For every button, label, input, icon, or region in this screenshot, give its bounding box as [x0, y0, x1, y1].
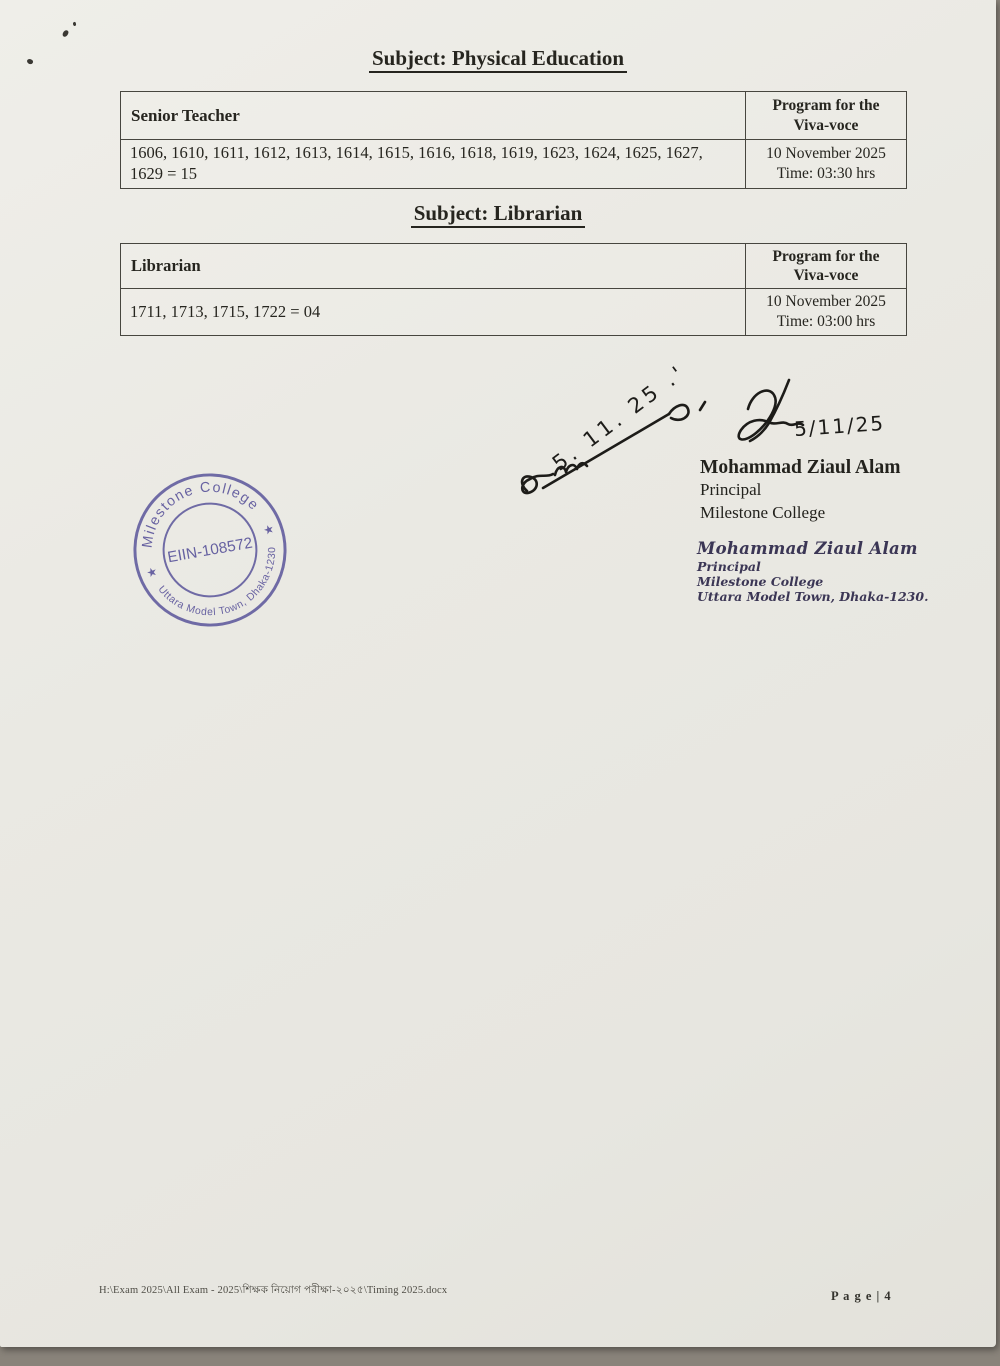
librarian-table	[120, 243, 907, 336]
stamp-arc-top-text: Milestone College	[139, 479, 263, 549]
viva-date: 10 November 2025	[766, 144, 886, 162]
footer-file-path: H:\Exam 2025\All Exam - 2025\শিক্ষক নিয়োগ পরীক্ষা-২০২৫\Timing 2025.docx	[99, 1285, 448, 1296]
viva-date: 10 November 2025	[766, 292, 886, 310]
signatory-script-block	[697, 538, 928, 604]
script-address: Uttara Model Town, Dhaka-1230.	[697, 589, 929, 604]
role-header-cell: Senior Teacher	[121, 92, 746, 140]
script-title: Principal	[697, 559, 761, 574]
handwritten-signature-left	[517, 359, 712, 523]
college-seal-stamp	[131, 471, 289, 629]
signatory-name: Mohammad Ziaul Alam	[700, 457, 901, 478]
signatory-organization: Milestone College	[700, 502, 826, 522]
roll-numbers-cell: 1711, 1713, 1715, 1722 = 04	[121, 289, 746, 336]
footer-page-number: P a g e | 4	[831, 1289, 892, 1303]
table-data-row	[121, 140, 907, 189]
program-schedule-cell	[746, 140, 907, 189]
table-header-row	[121, 92, 907, 140]
ink-speck	[73, 22, 77, 27]
handwritten-date-left: 5. 11. 25 .'	[547, 359, 691, 476]
script-organization: Milestone College	[697, 574, 824, 589]
section-title-text: Subject: Physical Education	[369, 46, 627, 73]
roll-numbers-cell: 1606, 1610, 1611, 1612, 1613, 1614, 1615, 1616, 1618, 1619, 1623, 1624, 1625, 1627, 1629 = 15	[121, 140, 746, 189]
table-header-row	[121, 244, 907, 289]
signatory-printed-block	[700, 456, 900, 524]
section-title-physical-education	[0, 46, 996, 71]
signatory-title: Principal	[700, 480, 762, 499]
star-icon: ★	[261, 521, 277, 538]
section-title-text: Subject: Librarian	[411, 201, 586, 228]
program-header-cell: Program for the Viva-voce	[746, 92, 907, 140]
star-icon: ★	[144, 563, 160, 581]
physical-education-table	[120, 91, 907, 189]
role-header-cell: Librarian	[121, 244, 746, 289]
script-name: Mohammad Ziaul Alam	[697, 539, 918, 558]
program-header-cell: Program for the Viva-voce	[746, 244, 907, 289]
program-schedule-cell	[746, 289, 907, 336]
stamp-graphic	[131, 471, 289, 629]
stamp-arc-bottom-text: Uttara Model Town, Dhaka-1230	[155, 546, 279, 619]
handwritten-date-right: 5/11/25	[793, 410, 886, 442]
viva-time: Time: 03:00 hrs	[776, 313, 876, 330]
stamp-eiin-text: EIIN-108572	[166, 534, 254, 567]
section-title-librarian	[0, 201, 996, 226]
ink-speck	[62, 29, 69, 37]
viva-time: Time: 03:30 hrs	[776, 164, 876, 182]
table-data-row	[121, 289, 907, 336]
